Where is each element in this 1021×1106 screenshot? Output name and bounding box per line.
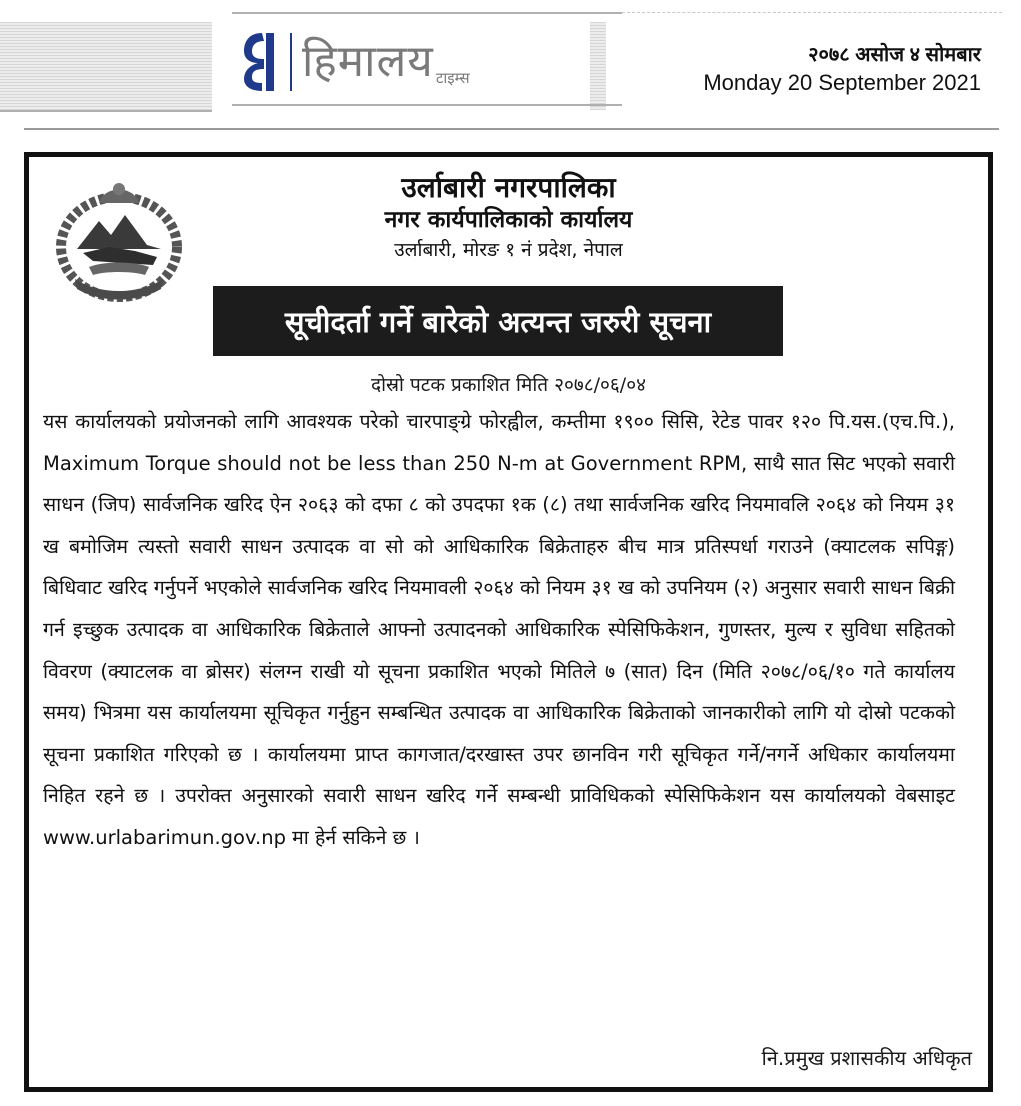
issue-date-english: Monday 20 September 2021 xyxy=(703,70,981,95)
header-top-dashed-rule xyxy=(622,12,1002,15)
public-notice xyxy=(24,152,993,1092)
himalaya-logo-icon xyxy=(240,29,280,95)
header-pattern-left xyxy=(0,22,212,110)
issue-date-nepali: २०७८ असोज ४ सोमबार xyxy=(808,44,981,66)
header-pattern-right xyxy=(590,22,606,110)
notice-title-text: सूचीदर्ता गर्ने बारेको अत्यन्त जरुरी सूचना xyxy=(284,304,712,339)
publish-date: दोस्रो पटक प्रकाशित मिति २०७८/०६/०४ xyxy=(371,374,646,396)
issue-date xyxy=(703,42,981,98)
newspaper-name: हिमालय xyxy=(302,36,434,87)
issuing-office xyxy=(29,171,988,265)
signatory: नि.प्रमुख प्रशासकीय अधिकृत xyxy=(761,1046,972,1070)
office-address: उर्लाबारी, मोरङ १ नं प्रदेश, नेपाल xyxy=(394,239,623,261)
newspaper-logo xyxy=(240,24,570,100)
office-name: नगर कार्यपालिकाको कार्यालय xyxy=(384,207,633,233)
logo-divider xyxy=(290,33,292,91)
notice-title xyxy=(213,286,783,356)
masthead-bottom-rule xyxy=(232,104,622,106)
newspaper-name-suffix: टाइम्स xyxy=(435,69,470,87)
header-rule xyxy=(0,110,212,112)
masthead-top-rule xyxy=(232,12,622,14)
municipality-name: उर्लाबारी नगरपालिका xyxy=(401,171,616,204)
header-bottom-rule xyxy=(24,128,999,130)
notice-body: यस कार्यालयको प्रयोजनको लागि आवश्यक परेको चारपाङ्ग्रे फोरह्वील, कम्तीमा १९०० सिसि, रेटेड पावर १२० पि.यस.(एच.पि.), Maximum Torque should not be less than 250 N-m at Government RPM, साथै सात सिट भएको सवारी साधन (जिप) सार्वजनिक खरिद ऐन २०६३ को दफा ८ को उपदफा १क (८) तथा सार्वजनिक खरिद नियमावलि २०६४ को नियम ३१ ख बमोजिम त्यस्तो सवारी साधन उत्पादक वा सो को आधिकारिक बिक्रेताहरु बीच मात्र प्रतिस्पर्धा गराउने (क्याटलक सपिङ्ग) बिधिवाट खरिद गर्नुपर्ने भएकोले सार्वजनिक खरिद नियमावली २०६४ को नियम ३१ ख को उपनियम (२) अनुसार सवारी साधन बिक्री गर्न इच्छुक उत्पादक वा आधिकारिक बिक्रेताले आफ्नो उत्पादनको आधिकारिक स्पेसिफिकेशन, गुणस्तर, मुल्य र सुविधा सहितको विवरण (क्याटलक वा ब्रोसर) संलग्न राखी यो सूचना प्रकाशित भएको मितिले ७ (सात) दिन (मिति २०७८/०६/१० गते कार्यालय समय) भित्रमा यस कार्यालयमा सूचिकृत गर्नुहुन सम्बन्धित उत्पादक वा आधिकारिक बिक्रेताको जानकारीको लागि यो दोस्रो पटकको सूचना प्रकाशित गरिएको छ । कार्यालयमा प्राप्त कागजात/दरखास्त उपर छानविन गरी सूचिकृत गर्ने/नगर्ने अधिकार कार्यालयमा निहित रहने छ । उपरोक्त अनुसारको सवारी साधन खरिद गर्ने सम्बन्धी प्राविधिकको स्पेसिफिकेशन यस कार्यालयको वेबसाइट www.urlabarimun.gov.np मा हेर्न सकिने छ । xyxy=(43,410,955,849)
